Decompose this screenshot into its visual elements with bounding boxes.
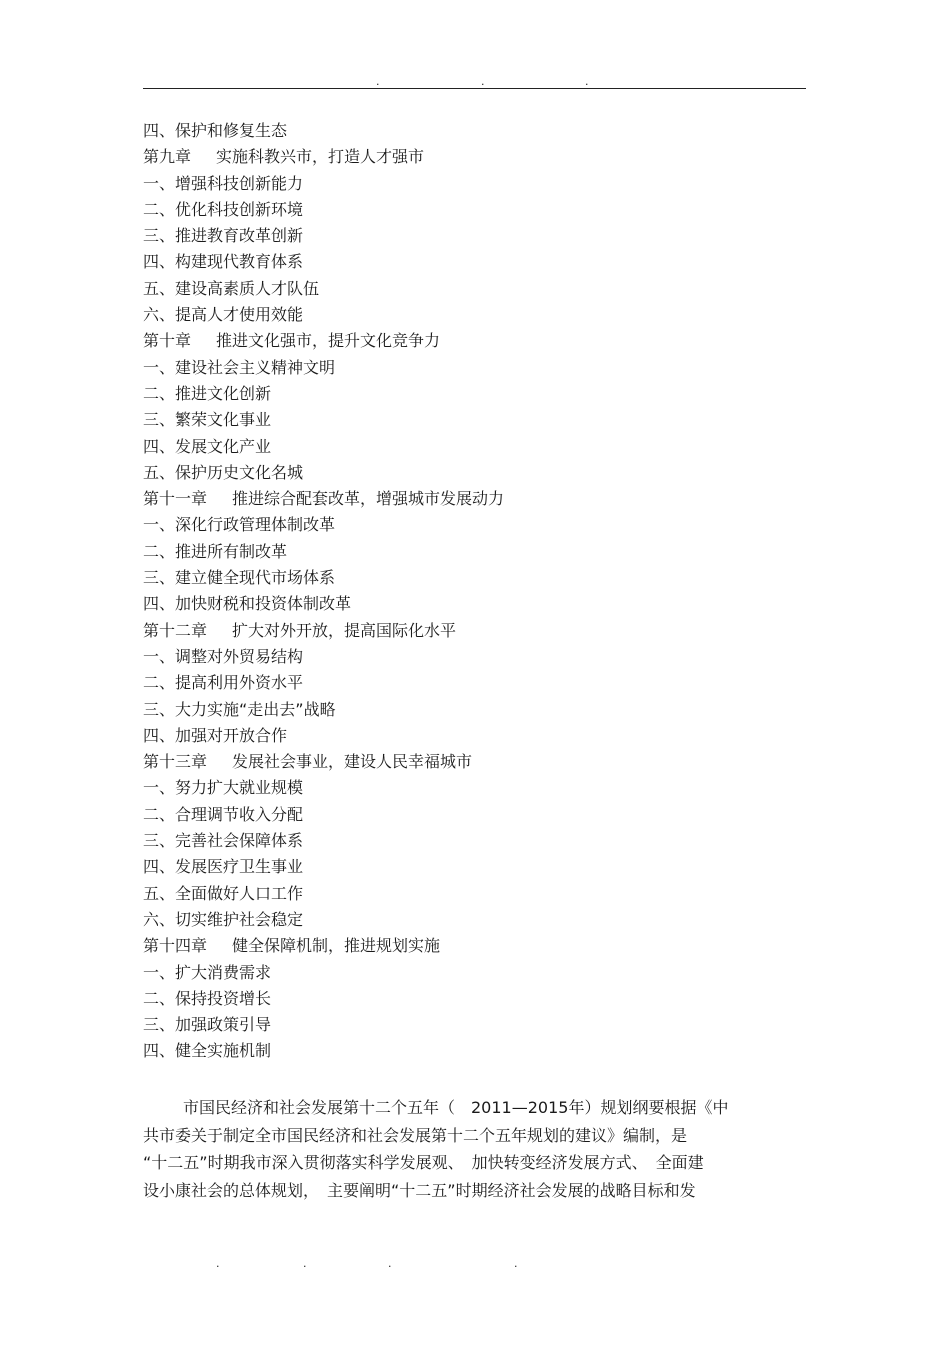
paragraph-line: 设小康社会的总体规划， 主要阐明“十二五”时期经济社会发展的战略目标和发 — [143, 1180, 696, 1200]
toc-item: 一、扩大消费需求 — [143, 962, 272, 982]
toc-item: 三、推进教育改革创新 — [143, 226, 304, 246]
chapter-number: 第十章 — [143, 331, 192, 351]
toc-item: 二、优化科技创新环境 — [143, 199, 304, 219]
chapter-title: 发展社会事业，建设人民幸福城市 — [232, 752, 473, 772]
header-dot: . — [376, 75, 380, 88]
paragraph-line: 市国民经济和社会发展第十二个五年（ 2011—2015年）规划纲要根据《中 — [183, 1098, 729, 1117]
toc-item: 五、建设高素质人才队伍 — [143, 278, 320, 298]
table-of-contents — [143, 118, 504, 1065]
chapter-number: 第十一章 — [143, 489, 208, 509]
toc-item: 四、发展文化产业 — [143, 436, 272, 456]
toc-chapter — [143, 328, 504, 354]
body-paragraph — [143, 1094, 808, 1204]
toc-chapter — [143, 618, 504, 644]
toc-item: 一、努力扩大就业规模 — [143, 778, 304, 798]
toc-item: 二、推进所有制改革 — [143, 541, 288, 561]
toc-item: 一、增强科技创新能力 — [143, 173, 304, 193]
header-rule — [143, 88, 806, 89]
toc-item: 五、全面做好人口工作 — [143, 883, 304, 903]
toc-item: 四、加快财税和投资体制改革 — [143, 594, 352, 614]
toc-item: 二、推进文化创新 — [143, 383, 272, 403]
header-dot: . — [585, 75, 589, 88]
toc-item: 三、繁荣文化事业 — [143, 410, 272, 430]
toc-item: 一、深化行政管理体制改革 — [143, 515, 336, 535]
paragraph-line: “十二五”时期我市深入贯彻落实科学发展观、 加快转变经济发展方式、 全面建 — [143, 1153, 704, 1172]
chapter-number: 第九章 — [143, 147, 192, 167]
toc-item: 四、加强对开放合作 — [143, 725, 288, 745]
toc-item: 四、健全实施机制 — [143, 1041, 272, 1061]
chapter-number: 第十四章 — [143, 936, 208, 956]
toc-item: 三、加强政策引导 — [143, 1015, 272, 1035]
toc-item: 四、保护和修复生态 — [143, 121, 288, 140]
chapter-title: 实施科教兴市，打造人才强市 — [216, 147, 425, 167]
toc-item: 六、切实维护社会稳定 — [143, 909, 304, 929]
footer-dot: . — [303, 1257, 307, 1270]
toc-item: 一、调整对外贸易结构 — [143, 646, 304, 666]
toc-chapter — [143, 486, 504, 512]
footer-dot: . — [514, 1257, 518, 1270]
toc-item: 四、构建现代教育体系 — [143, 252, 304, 272]
toc-item: 六、提高人才使用效能 — [143, 305, 304, 325]
chapter-title: 推进综合配套改革，增强城市发展动力 — [232, 489, 505, 509]
chapter-title: 扩大对外开放，提高国际化水平 — [232, 620, 457, 640]
toc-item: 二、提高利用外资水平 — [143, 673, 304, 693]
toc-item: 二、保持投资增长 — [143, 988, 272, 1008]
footer-dot: . — [388, 1257, 392, 1270]
toc-chapter — [143, 933, 504, 959]
toc-chapter — [143, 144, 504, 170]
toc-item: 四、发展医疗卫生事业 — [143, 857, 304, 877]
toc-item: 三、建立健全现代市场体系 — [143, 568, 336, 588]
toc-item: 三、大力实施“走出去”战略 — [143, 699, 336, 719]
toc-chapter — [143, 749, 504, 775]
chapter-number: 第十二章 — [143, 620, 208, 640]
chapter-title: 健全保障机制，推进规划实施 — [232, 936, 441, 956]
toc-item: 二、合理调节收入分配 — [143, 804, 304, 824]
toc-item: 五、保护历史文化名城 — [143, 462, 304, 482]
chapter-number: 第十三章 — [143, 752, 208, 772]
chapter-title: 推进文化强市，提升文化竞争力 — [216, 331, 441, 351]
footer-dot: . — [216, 1257, 220, 1270]
toc-item: 一、建设社会主义精神文明 — [143, 357, 336, 377]
header-dot: . — [481, 75, 485, 88]
toc-item: 三、完善社会保障体系 — [143, 831, 304, 851]
paragraph-line: 共市委关于制定全市国民经济和社会发展第十二个五年规划的建议》编制，是 — [143, 1125, 688, 1145]
